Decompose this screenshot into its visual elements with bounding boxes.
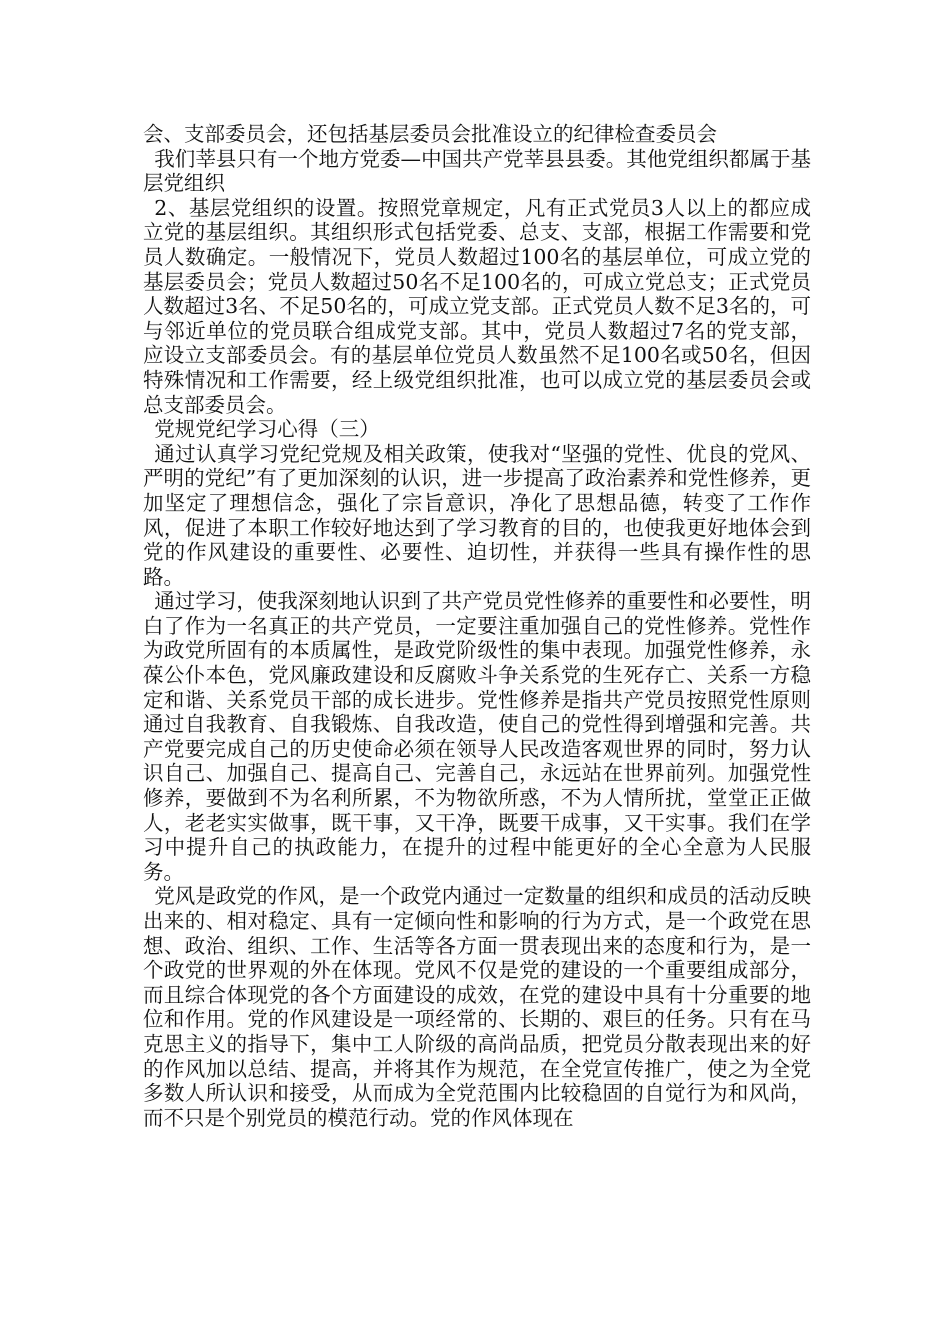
paragraph-party-spirit: 通过学习，使我深刻地认识到了共产党员党性修养的重要性和必要性，明白了作为一名真正的共产党员，一定要注重加强自己的党性修养。党性作为政党所固有的本质属性，是政党阶级性的集中表现。加强党性修养，永葆公仆本色，党风廉政建设和反腐败斗争关系党的生死存亡、关系一方稳定和谐、关系党员干部的成长进步。党性修养是指共产党员按照党性原则通过自我教育、自我锻炼、自我改造，使自己的党性得到增强和完善。共产党要完成自己的历史使命必须在领导人民改造客观世界的同时，努力认识自己、加强自己、提高自己、完善自己，永远站在世界前列。加强党性修养，要做到不为名利所累，不为物欲所惑，不为人情所扰，堂堂正正做人，老老实实做事，既干事，又干净，既要干成事，又干实事。我们在学习中提升自己的执政能力，在提升的过程中能更好的全心全意为人民服务。 <box>143 589 811 884</box>
paragraph-party-style: 党风是政党的作风，是一个政党内通过一定数量的组织和成员的活动反映出来的、相对稳定、具有一定倾向性和影响的行为方式，是一个政党在思想、政治、组织、工作、生活等各方面一贯表现出来的态度和行为，是一个政党的世界观的外在体现。党风不仅是党的建设的一个重要组成部分，而且综合体现党的各个方面建设的成效，在党的建设中具有十分重要的地位和作用。党的作风建设是一项经常的、长期的、艰巨的任务。只有在马克思主义的指导下，集中工人阶级的高尚品质，把党员分散表现出来的好的作风加以总结、提高，并将其作为规范，在全党宣传推广，使之为全党多数人所认识和接受，从而成为全党范围内比较稳固的自觉行为和风尚，而不只是个别党员的模范行动。党的作风体现在 <box>143 884 811 1130</box>
paragraph-county-committee: 我们莘县只有一个地方党委—中国共产党莘县县委。其他党组织都属于基层党组织 <box>143 146 811 196</box>
paragraph-continuation: 会、支部委员会，还包括基层委员会批准设立的纪律检查委员会 <box>143 122 717 146</box>
paragraph-study-intro: 通过认真学习党纪党规及相关政策，使我对“坚强的党性、优良的党风、严明的党纪”有了更加深刻的认识，进一步提高了政治素养和党性修养，更加坚定了理想信念，强化了宗旨意识，净化了思想品德，转变了工作作风，促进了本职工作较好地达到了学习教育的目的，也使我更好地体会到党的作风建设的重要性、必要性、迫切性，并获得一些具有操作性的思路。 <box>143 441 811 589</box>
section-heading: 党规党纪学习心得（三） <box>154 417 380 442</box>
document-body <box>143 122 811 1130</box>
paragraph-grassroots-setup: 2、基层党组织的设置。按照党章规定，凡有正式党员3人以上的都应成立党的基层组织。其组织形式包括党委、总支、支部，根据工作需要和党员人数确定。一般情况下，党员人数超过100名的基层单位，可成立党的基层委员会；党员人数超过50名不足100名的，可成立党总支；正式党员人数超过3名、不足50名的，可成立党支部。正式党员人数不足3名的，可与邻近单位的党员联合组成党支部。其中，党员人数超过7名的党支部，应设立支部委员会。有的基层单位党员人数虽然不足100名或50名，但因特殊情况和工作需要，经上级党组织批准，也可以成立党的基层委员会或总支部委员会。 <box>143 195 811 417</box>
